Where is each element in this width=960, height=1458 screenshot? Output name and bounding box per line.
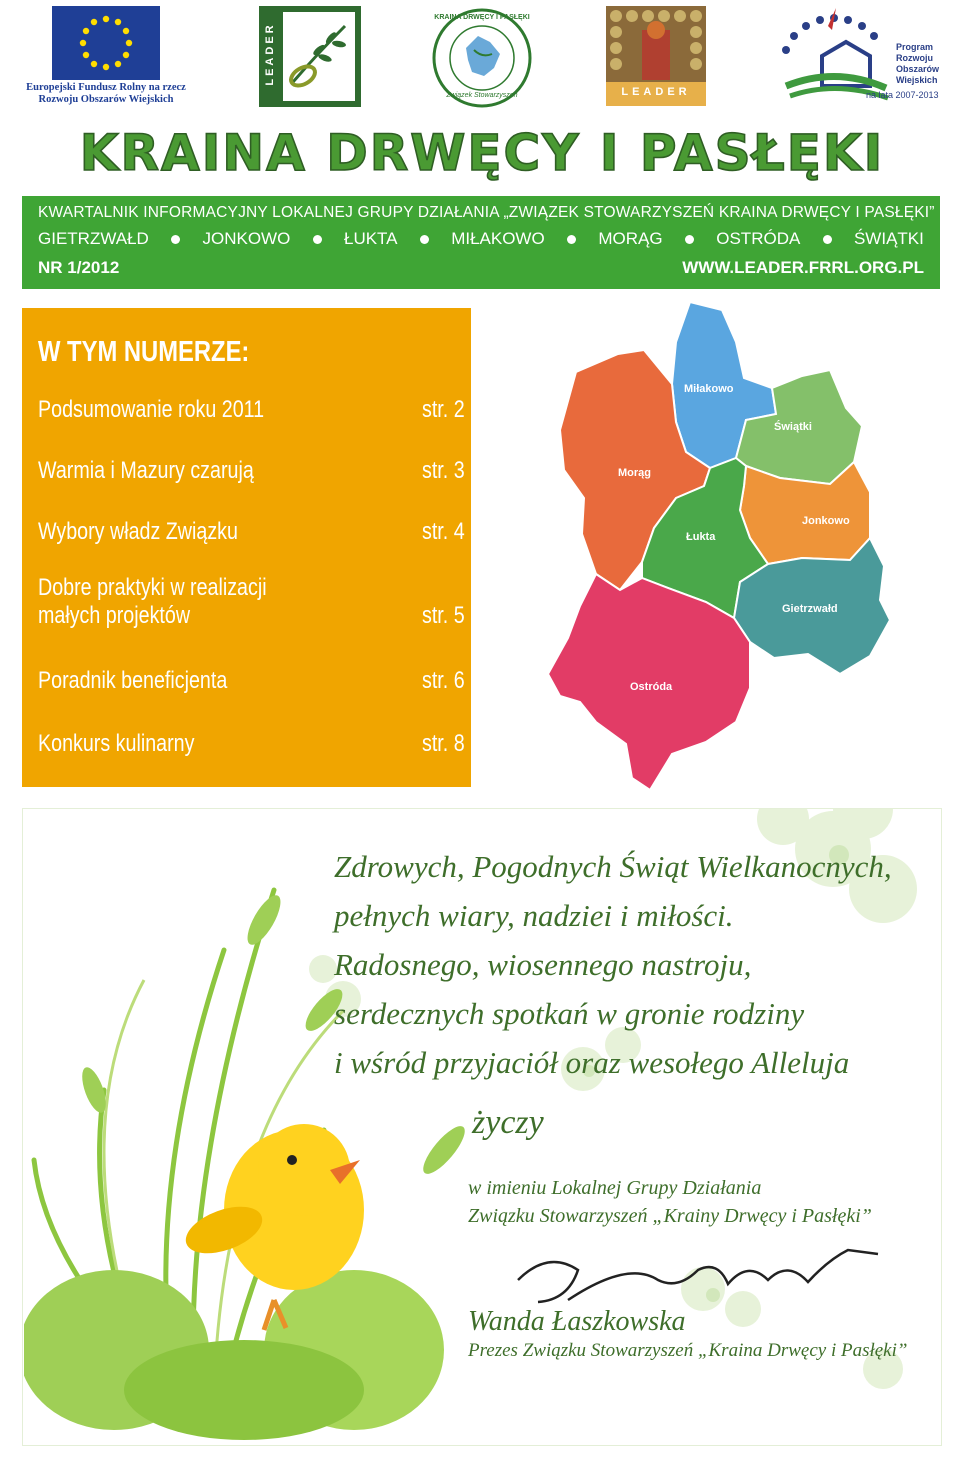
toc-item-page: str. 8 [422, 730, 465, 757]
bullet-icon [420, 235, 429, 244]
greeting-line: pełnych wiary, nadziei i miłości. [334, 898, 734, 933]
leader-logo-text: LEADER [264, 22, 276, 86]
town-item: ŚWIĄTKI [853, 229, 924, 248]
prow-line3: Obszarów [896, 64, 940, 74]
toc-item-title: Dobre praktyki w realizacji małych projektów [38, 574, 267, 629]
bullet-icon [823, 235, 832, 244]
greeting-line: Radosnego, wiosennego nastroju, [334, 947, 752, 982]
map-label-swiatki: Świątki [774, 421, 812, 433]
town-item: OSTRÓDA [716, 229, 801, 248]
bullet-icon [313, 235, 322, 244]
eu-stars-icon [52, 6, 160, 80]
toc-item-title: Podsumowanie roku 2011 [38, 396, 265, 423]
town-item: GIETRZWAŁD [38, 229, 149, 248]
issue-number: NR 1/2012 [38, 258, 120, 277]
toc-item-title: Konkurs kulinarny [38, 730, 195, 757]
eu-caption-line2: Rozwoju Obszarów Wiejskich [38, 94, 174, 105]
bullet-icon [685, 235, 694, 244]
table-of-contents [22, 308, 471, 787]
leader-mosaic-text: LEADER [621, 86, 691, 98]
eu-flag-logo [52, 6, 160, 80]
toc-item[interactable] [38, 667, 465, 695]
toc-item-title: Wybory władz Związku [38, 518, 238, 545]
region-map [540, 302, 920, 797]
map-label-ostroda: Ostróda [630, 681, 673, 693]
map-label-lukta: Łukta [686, 531, 716, 543]
seal-text: KRAINA DRWĘCY I PASŁĘKI [434, 14, 530, 21]
toc-item-page: str. 2 [422, 396, 465, 423]
toc-item[interactable] [38, 457, 465, 485]
signer-name: Wanda Łaszkowska [468, 1306, 686, 1337]
toc-item-page: str. 4 [422, 518, 465, 545]
leader-logo-panel [283, 12, 355, 101]
map-label-morag: Morąg [618, 467, 651, 479]
town-item: MORĄG [598, 229, 663, 248]
greeting-line: Zdrowych, Pogodnych Świąt Wielkanocnych, [334, 849, 892, 884]
toc-item-title: Poradnik beneficjenta [38, 667, 228, 694]
map-label-milakowo: Miłakowo [684, 383, 734, 395]
town-item: MIŁAKOWO [451, 229, 545, 248]
prow-line2: Rozwoju [896, 53, 933, 63]
toc-item[interactable] [38, 730, 465, 758]
prow-text [896, 42, 939, 86]
sender-line: w imieniu Lokalnej Grupy Działania [468, 1177, 762, 1199]
toc-item-page: str. 6 [422, 667, 465, 694]
association-seal-logo [430, 6, 534, 110]
eu-caption-line1: Europejski Fundusz Rolny na rzecz [26, 82, 186, 93]
signer-role: Prezes Związku Stowarzyszeń „Kraina Drwęcy i Pasłęki” [468, 1340, 908, 1361]
toc-item-title: Warmia i Mazury czarują [38, 457, 254, 484]
towns-list [38, 229, 924, 249]
info-bar [22, 196, 940, 289]
sender-block [468, 1174, 872, 1230]
greeting-line: i wśród przyjaciół oraz wesołego Alleluja [334, 1045, 850, 1080]
seal-subtext: Związek Stowarzyszeń [446, 92, 518, 99]
bullet-icon [171, 235, 180, 244]
toc-item-page: str. 3 [422, 457, 465, 484]
toc-item[interactable] [38, 574, 465, 630]
newsletter-subtitle: KWARTALNIK INFORMACYJNY LOKALNEJ GRUPY DZIAŁANIA „ZWIĄZEK STOWARZYSZEŃ KRAINA DRWĘCY I PASŁĘKI” [38, 204, 935, 221]
sender-line: Związku Stowarzyszeń „Krainy Drwęcy i Pasłęki” [468, 1205, 872, 1227]
town-item: JONKOWO [202, 229, 291, 248]
toc-item[interactable] [38, 518, 465, 546]
wishes-word: życzy [472, 1104, 544, 1141]
town-item: ŁUKTA [343, 229, 398, 248]
olive-branch-icon [283, 12, 355, 101]
prow-line4: Wiejskich [896, 75, 938, 85]
eu-fund-caption [20, 82, 192, 106]
leader-logo [259, 6, 361, 107]
prow-line1: Program [896, 42, 934, 52]
toc-item[interactable] [38, 396, 465, 424]
leader-mosaic-logo [606, 6, 706, 106]
prow-years: na lata 2007-2013 [866, 90, 939, 100]
map-label-jonkowo: Jonkowo [802, 515, 850, 527]
toc-item-page: str. 5 [422, 602, 465, 629]
toc-heading: W TYM NUMERZE: [38, 336, 250, 368]
region-map-svg [540, 302, 920, 797]
greeting-message [334, 842, 934, 1087]
handwritten-signature [508, 1240, 888, 1310]
bullet-icon [567, 235, 576, 244]
newsletter-title: KRAINA DRWĘCY I PASŁĘKI [79, 124, 885, 182]
map-label-gietrzwald: Gietrzwałd [782, 603, 838, 615]
website-link[interactable]: WWW.LEADER.FRRL.ORG.PL [682, 258, 924, 277]
greeting-line: serdecznych spotkań w gronie rodziny [334, 996, 805, 1031]
